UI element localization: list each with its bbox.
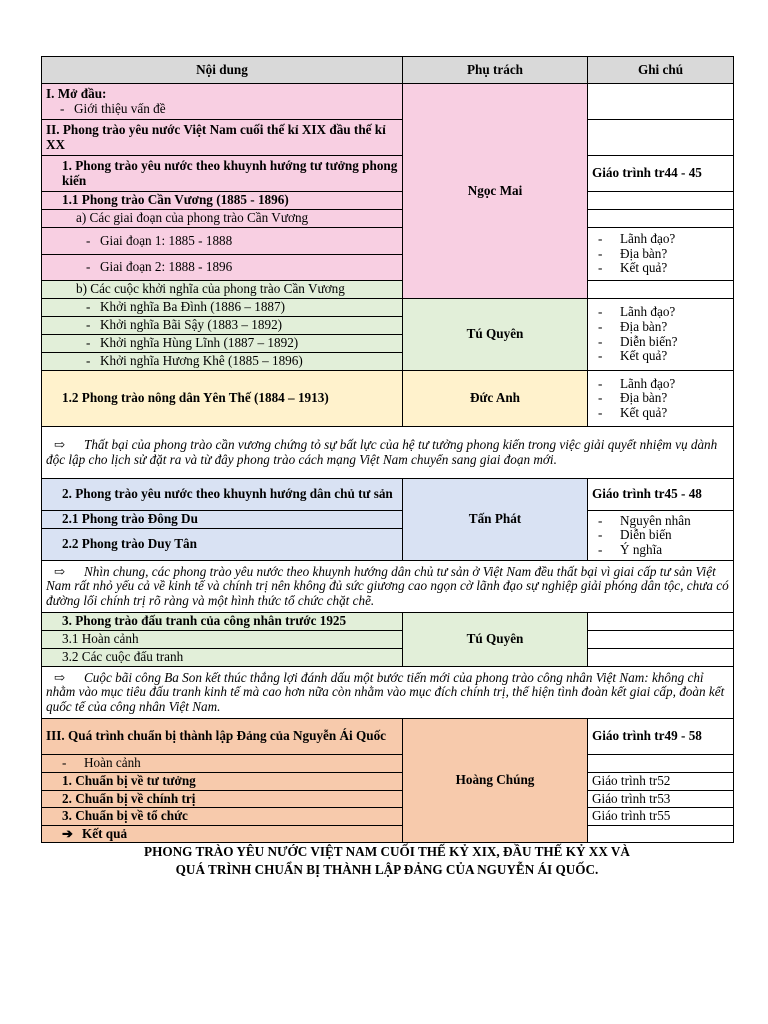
header-note: Ghi chú bbox=[588, 57, 734, 84]
note-empty bbox=[588, 631, 734, 649]
row-uprisings: b) Các cuộc khởi nghĩa của phong trào Cần Vương bbox=[42, 281, 403, 299]
arrow-icon: ⇨ bbox=[54, 669, 66, 685]
row-organization: 3. Chuẩn bị về tổ chức bbox=[42, 808, 403, 826]
person-tu-quyen-2: Tú Quyên bbox=[403, 613, 588, 667]
conclusion-3: ⇨ Cuộc bãi công Ba Son kết thúc thắng lợi đánh dấu một bước tiến mới của phong trào công nhân Việt Nam: không chỉ nhằm vào mục tiêu đấu tranh kinh tế mà cao hơn nữa còn nhằm vào mục đích chính trị, thể hiện tình đoàn kết giai cấp, đoàn kết quốc tế của công nhân Việt Nam. bbox=[42, 667, 734, 719]
note-empty bbox=[588, 281, 734, 299]
header-content: Nội dung bbox=[42, 57, 403, 84]
note-politics: Giáo trình tr53 bbox=[588, 790, 734, 808]
note-part3: Giáo trình tr49 - 58 bbox=[588, 719, 734, 755]
conclusion-2: ⇨ Nhìn chung, các phong trào yêu nước theo khuynh hướng dân chủ tư sản ở Việt Nam đều thất bại vì giai cấp tư sản Việt Nam rất nhỏ yếu cả về kinh tế và chính trị nên không đủ sức giương cao ngọn cờ lãnh đạo sự nghiệp giải phóng dân tộc, chưa có đường lối chính trị rõ ràng và một hình thức tổ chức chặt chẽ. bbox=[42, 561, 734, 613]
document-title bbox=[41, 843, 733, 879]
row-ba-dinh: - Khởi nghĩa Ba Đình (1886 – 1887) bbox=[42, 299, 403, 317]
row-workers-struggles: 3.2 Các cuộc đấu tranh bbox=[42, 649, 403, 667]
row-workers: 3. Phong trào đấu tranh của công nhân trước 1925 bbox=[42, 613, 403, 631]
row-context: - Hoàn cảnh bbox=[42, 755, 403, 773]
row-bai-say: - Khởi nghĩa Bãi Sậy (1883 – 1892) bbox=[42, 317, 403, 335]
person-duc-anh: Đức Anh bbox=[403, 371, 588, 427]
header-person: Phụ trách bbox=[403, 57, 588, 84]
note-yen-the-bullets: - Lãnh đạo? - Địa bàn? - Kết quả? bbox=[588, 371, 734, 427]
arrow-right-icon: ➔ bbox=[62, 825, 74, 841]
row-workers-context: 3.1 Hoàn cảnh bbox=[42, 631, 403, 649]
note-empty bbox=[588, 825, 734, 843]
row-yen-the: 1.2 Phong trào nông dân Yên Thế (1884 – 1913) bbox=[42, 371, 403, 427]
intro-sub: - Giới thiệu vấn đề bbox=[60, 100, 166, 116]
person-tan-phat: Tấn Phát bbox=[403, 479, 588, 561]
row-part3: III. Quá trình chuẩn bị thành lập Đảng của Nguyễn Ái Quốc bbox=[42, 719, 403, 755]
content-table bbox=[41, 56, 734, 843]
note-empty bbox=[588, 120, 734, 156]
arrow-icon: ⇨ bbox=[54, 563, 66, 579]
row-can-vuong: 1.1 Phong trào Cần Vương (1885 - 1896) bbox=[42, 192, 403, 210]
row-result: ➔ Kết quả bbox=[42, 825, 403, 843]
conclusion-1: ⇨ Thất bại của phong trào cần vương chứng tỏ sự bất lực của hệ tư tưởng phong kiến trong việc giải quyết nhiệm vụ dành độc lập cho lịch sử đặt ra và từ đây phong trào cách mạng Việt Nam chuyển sang giai đoạn mới. bbox=[42, 427, 734, 479]
note-uprisings-bullets: - Lãnh đạo? - Địa bàn? - Diễn biến? - Kết quả? bbox=[588, 299, 734, 371]
note-feudal: Giáo trình tr44 - 45 bbox=[588, 156, 734, 192]
row-stage2: - Giai đoạn 2: 1888 - 1896 bbox=[42, 255, 403, 281]
row-duy-tan: 2.2 Phong trào Duy Tân bbox=[42, 529, 403, 561]
row-part2: II. Phong trào yêu nước Việt Nam cuối thế kỉ XIX đầu thế kỉ XX bbox=[42, 120, 403, 156]
person-hoang-chung: Hoàng Chúng bbox=[403, 719, 588, 843]
note-empty bbox=[588, 613, 734, 631]
note-stages-bullets: - Lãnh đạo? - Địa bàn? - Kết quả? bbox=[588, 228, 734, 281]
note-empty bbox=[588, 755, 734, 773]
note-bourgeois-bullets: - Nguyên nhân - Diễn biến - Ý nghĩa bbox=[588, 511, 734, 561]
note-ideology: Giáo trình tr52 bbox=[588, 773, 734, 791]
title-line-1: PHONG TRÀO YÊU NƯỚC VIỆT NAM CUỐI THẾ KỶ XIX, ĐẦU THẾ KỶ XX VÀ bbox=[144, 844, 630, 859]
row-bourgeois: 2. Phong trào yêu nước theo khuynh hướng dân chủ tư sản bbox=[42, 479, 403, 511]
arrow-icon: ⇨ bbox=[54, 436, 66, 452]
row-politics: 2. Chuẩn bị về chính trị bbox=[42, 790, 403, 808]
row-feudal: 1. Phong trào yêu nước theo khuynh hướng tư tưởng phong kiến bbox=[42, 156, 403, 192]
note-empty bbox=[588, 210, 734, 228]
row-ideology: 1. Chuẩn bị về tư tưởng bbox=[42, 773, 403, 791]
person-ngoc-mai: Ngọc Mai bbox=[403, 84, 588, 299]
row-stage1: - Giai đoạn 1: 1885 - 1888 bbox=[42, 228, 403, 255]
note-bourgeois: Giáo trình tr45 - 48 bbox=[588, 479, 734, 511]
note-empty bbox=[588, 649, 734, 667]
intro-title: I. Mở đầu: bbox=[46, 85, 107, 101]
row-intro bbox=[42, 84, 403, 120]
row-huong-khe: - Khởi nghĩa Hương Khê (1885 – 1896) bbox=[42, 353, 403, 371]
row-stages: a) Các giai đoạn của phong trào Cần Vương bbox=[42, 210, 403, 228]
row-hung-linh: - Khởi nghĩa Hùng Lĩnh (1887 – 1892) bbox=[42, 335, 403, 353]
person-tu-quyen-1: Tú Quyên bbox=[403, 299, 588, 371]
title-line-2: QUÁ TRÌNH CHUẨN BỊ THÀNH LẬP ĐẢNG CỦA NGUYỄN ÁI QUỐC. bbox=[175, 861, 599, 877]
note-empty bbox=[588, 192, 734, 210]
row-dong-du: 2.1 Phong trào Đông Du bbox=[42, 511, 403, 529]
note-empty bbox=[588, 84, 734, 120]
note-organization: Giáo trình tr55 bbox=[588, 808, 734, 826]
